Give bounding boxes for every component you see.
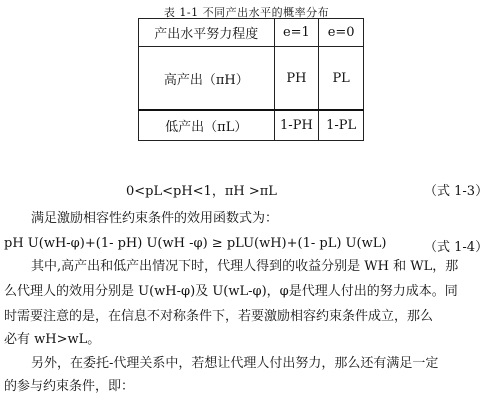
paragraph-2-line-1: 另外，在委托-代理关系中，若想让代理人付出努力，那么还有满足一定 [31, 356, 439, 371]
intro-line: 满足激励相容性约束条件的效用函数式为： [31, 211, 279, 226]
equation-1-4: pH U(wH-φ)+(1- pH) U(wH -φ) ≥ pLU(wH)+(1- pL) U(wL) [4, 236, 387, 251]
table-header-row [139, 19, 364, 47]
cell-high-e1: PH [274, 47, 319, 111]
equation-1-4-number: （式 1-4） [424, 240, 489, 255]
header-cell-output-effort: 产出水平努力程度 [139, 19, 275, 47]
table-row [139, 47, 364, 111]
probability-table [138, 18, 364, 141]
row-label-low-output: 低产出（πL） [139, 110, 275, 141]
cell-low-e1: 1-PH [274, 110, 319, 141]
header-cell-e1: e=1 [274, 19, 319, 47]
table-row [139, 110, 364, 141]
paragraph-1-line-2: 么代理人的效用分别是 U(wH-φ)及 U(wL-φ)，φ是代理人付出的努力成本。同 [4, 284, 458, 299]
cell-low-e0: 1-PL [319, 110, 364, 141]
table-caption: 表 1-1 不同产出水平的概率分布 [163, 6, 330, 19]
paragraph-1-line-1: 其中,高产出和低产出情况下时，代理人得到的收益分别是 WH 和 WL，那 [31, 259, 459, 274]
equation-1-3: 0<pL<pH<1，πH >πL [126, 184, 277, 199]
header-cell-e0: e=0 [319, 19, 364, 47]
equation-1-3-number: （式 1-3） [424, 184, 489, 199]
paragraph-1-line-4: 必有 wH>wL。 [4, 332, 101, 347]
paragraph-1-line-3: 时需要注意的是，在信息不对称条件下，若要激励相容约束条件成立，那么 [4, 309, 434, 324]
paragraph-2-line-2: 的参与约束条件，即： [4, 379, 135, 394]
row-label-high-output: 高产出（πH） [139, 47, 275, 111]
cell-high-e0: PL [319, 47, 364, 111]
